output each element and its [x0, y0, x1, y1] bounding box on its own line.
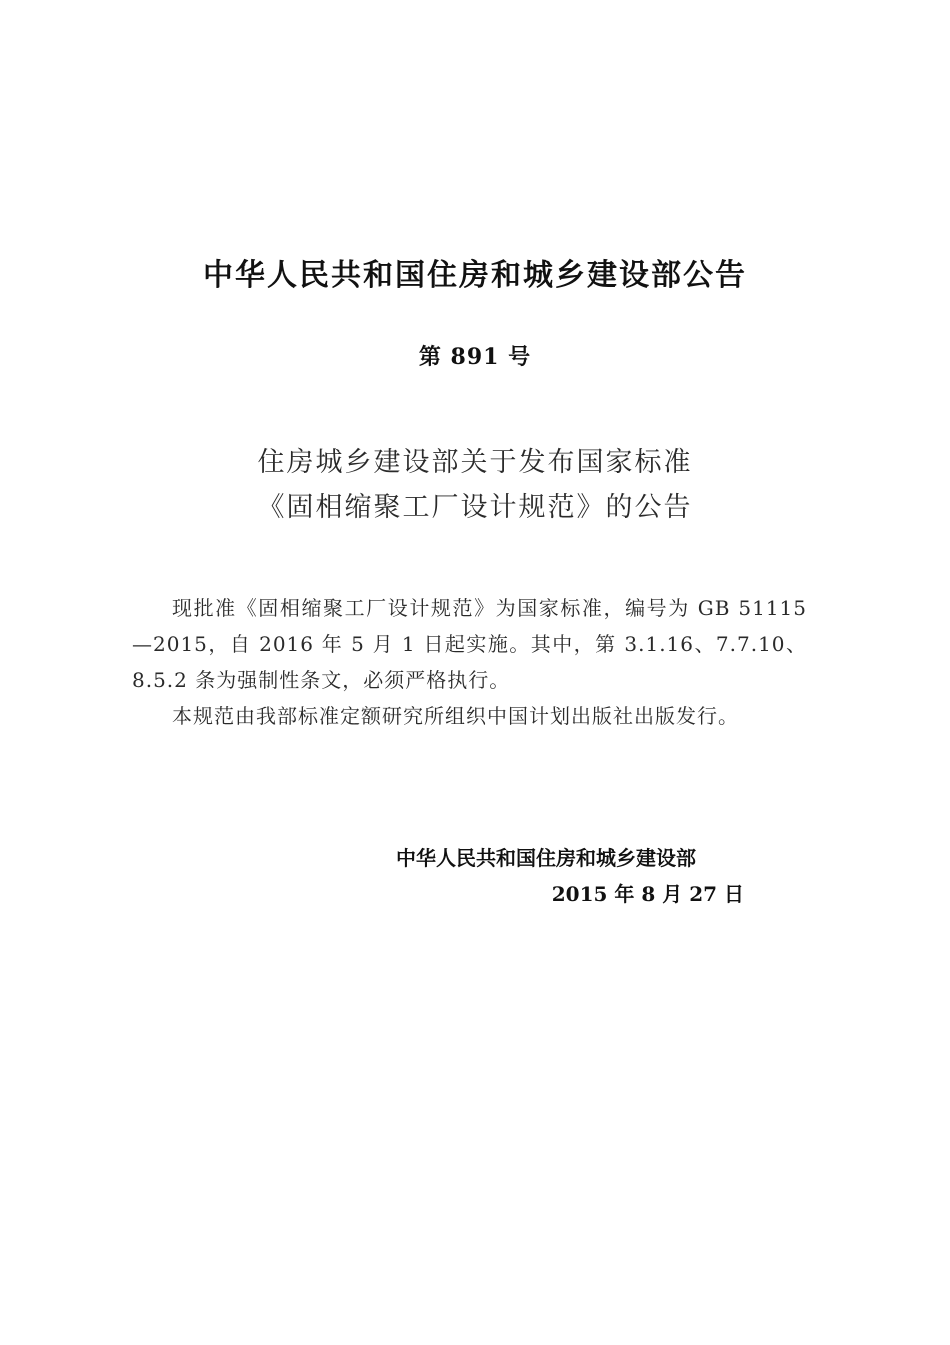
subject-line-1: 住房城乡建设部关于发布国家标准	[257, 447, 693, 478]
announcement-number: 第 891 号	[418, 344, 532, 370]
signature-organization: 中华人民共和国住房和城乡建设部	[396, 846, 696, 870]
signature-block	[380, 840, 780, 912]
issuer-title: 中华人民共和国住房和城乡建设部公告	[203, 258, 747, 293]
body-paragraph-2: 本规范由我部标准定额研究所组织中国计划出版社出版发行。	[172, 704, 739, 728]
body-paragraph-1: 现批准《固相缩聚工厂设计规范》为国家标准，编号为 GB 51115—2015，自 2016 年 5 月 1 日起实施。其中，第 3.1.16、7.7.10、8.5.2 条为强制性条文，必须严格执行。	[132, 596, 807, 692]
announcement-body	[132, 590, 807, 734]
subject-line-2: 《固相缩聚工厂设计规范》的公告	[257, 492, 693, 523]
signature-date: 2015 年 8 月 27 日	[551, 882, 744, 906]
announcement-subject	[0, 440, 950, 530]
